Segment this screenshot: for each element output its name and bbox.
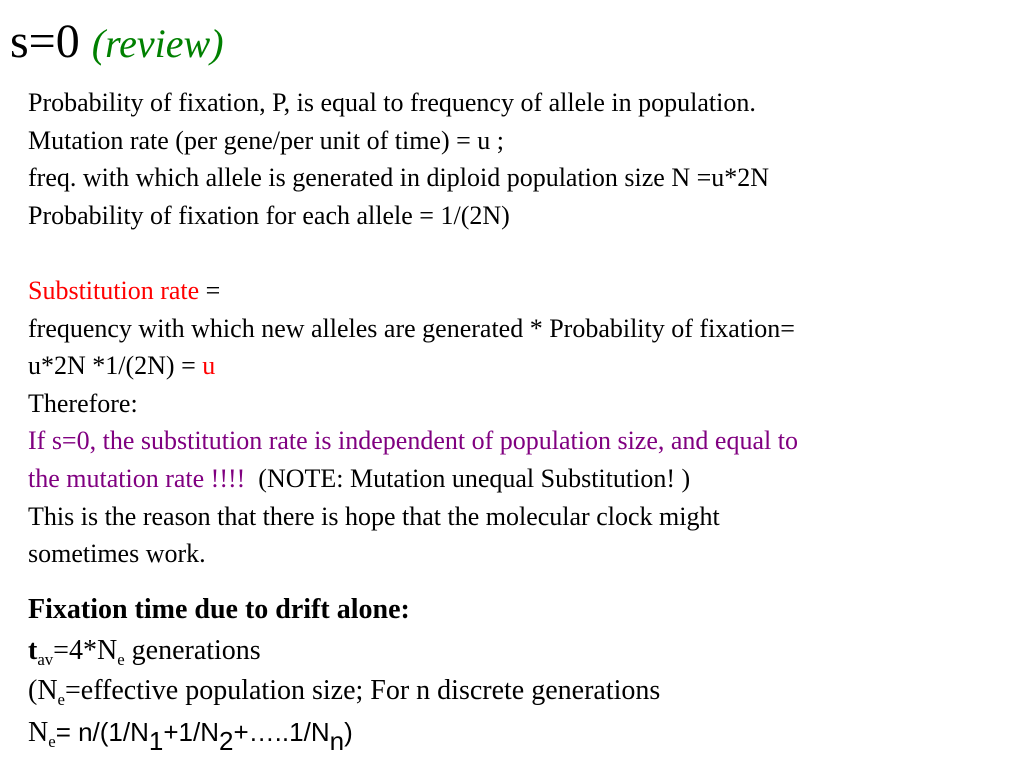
ne-open: (N (28, 675, 58, 706)
formula-part-1: = n/(1/N (55, 716, 149, 747)
formula-sub-1: 1 (148, 725, 164, 756)
tav-generations: generations (124, 634, 261, 666)
tav-equals: =4*N (53, 634, 118, 666)
ne-rest: =effective population size; For n discrete generations (65, 675, 661, 706)
fixation-heading: Fixation time due to drift alone: (28, 594, 410, 625)
slide-title (10, 14, 224, 72)
reason-line-1: This is the reason that there is hope that the molecular clock might (28, 501, 720, 531)
formula-part-2: +1/N (163, 716, 220, 747)
title-subtitle: (review) (91, 21, 224, 66)
formula-part-3: +…..1/N (233, 716, 330, 747)
reason-line-2: sometimes work. (28, 539, 206, 569)
ne-formula (28, 712, 1008, 754)
conclusion-line-1: If s=0, the substitution rate is independent of population size, and equal to (28, 426, 798, 456)
formula-sub-e: e (48, 731, 56, 751)
formula-n: N (28, 716, 49, 748)
note-text: (NOTE: Mutation unequal Substitution! ) (245, 463, 691, 493)
equation-result: u (202, 351, 216, 381)
substitution-rate-equals: = (199, 275, 221, 305)
ne-definition (28, 671, 1008, 712)
body-line-6: frequency with which new alleles are generated * Probability of fixation= (28, 313, 795, 343)
conclusion-highlight: the mutation rate !!!! (28, 463, 246, 493)
substitution-rate-line (28, 272, 1008, 310)
body-line-2: Mutation rate (per gene/per unit of time) = u ; (28, 125, 505, 155)
conclusion-line-2 (28, 460, 1008, 498)
substitution-rate-label: Substitution rate (28, 275, 200, 305)
tav-formula (28, 631, 1008, 672)
fixation-section (28, 590, 1008, 756)
slide-body (28, 84, 1008, 573)
blank-line (28, 234, 1008, 272)
equation-prefix: u*2N *1/(2N) = (28, 351, 203, 381)
formula-sub-2: 2 (219, 725, 234, 756)
body-line-7 (28, 347, 1008, 385)
body-line-1: Probability of fixation, P, is equal to frequency of allele in population. (28, 88, 756, 117)
tav-subscript: av (37, 649, 54, 669)
formula-close: ) (344, 716, 353, 747)
tav-subscript-e: e (117, 649, 125, 669)
body-line-3: freq. with which allele is generated in diploid population size N =u*2N (28, 163, 770, 193)
body-line-4: Probability of fixation for each allele = 1/(2N) (28, 200, 510, 230)
title-main: s=0 (10, 15, 80, 68)
formula-sub-n: n (329, 725, 345, 756)
tav-symbol: t (28, 634, 38, 666)
therefore-line: Therefore: (28, 388, 138, 418)
ne-subscript: e (57, 689, 65, 709)
